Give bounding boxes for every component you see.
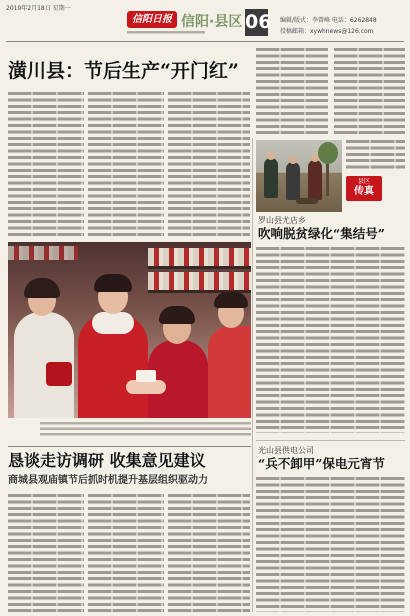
email-line: 投稿邮箱：xywhnews@126.com (280, 28, 374, 35)
photo-worker (264, 158, 278, 198)
badge-main-label: 传真 (354, 186, 374, 197)
luoshan-kicker: 罗山县尤店乡 (258, 216, 306, 225)
shangcheng-article-column-1 (8, 494, 84, 612)
logo-slogan (127, 31, 205, 34)
main-article-column-1 (8, 92, 84, 238)
shangcheng-headline: 恳谈走访调研 收集意见建议 (8, 451, 206, 470)
photo-person-red-jacket (208, 326, 251, 418)
main-article-column-5 (334, 48, 405, 136)
photo-shelf-row (8, 246, 78, 260)
photo-hair (159, 306, 195, 324)
guangshan-headline: “兵不卸甲”保电元宵节 (258, 456, 385, 471)
photo-worker (286, 162, 300, 200)
newspaper-logo: 信阳日报 (127, 11, 177, 28)
photo-hair (214, 292, 248, 308)
editor-line: 编辑/版式：李曾峰 电话：6262848 (280, 17, 377, 24)
side-photo (256, 140, 342, 212)
luoshan-headline: 吹响脱贫绿化“集结号” (258, 226, 385, 241)
photo-shelf-row (148, 248, 251, 266)
photo-face (289, 156, 297, 164)
guangshan-kicker: 光山县供电公司 (258, 446, 314, 455)
photo-face (267, 152, 275, 160)
photo-product (136, 370, 156, 382)
bottom-article-rule (8, 446, 251, 447)
section-badge (346, 176, 382, 201)
main-photo-caption (40, 422, 251, 439)
shangcheng-subheadline: 商城县观庙镇节后抓时机提升基层组织驱动力 (8, 475, 208, 486)
issue-date: 2019年2月18日 星期一 (6, 5, 71, 12)
photo-hair (24, 278, 60, 298)
photo-white-scarf (92, 312, 134, 334)
photo-soil-mound (296, 198, 318, 204)
photo-shelf-bar (148, 266, 251, 269)
shangcheng-article-column-2 (88, 494, 164, 612)
photo-hair (94, 274, 132, 292)
section-title: 信阳·县区 (181, 14, 243, 30)
main-article-column-3 (168, 92, 250, 238)
main-article-column-2 (88, 92, 164, 238)
header-rule (6, 41, 404, 42)
main-photo (8, 242, 251, 418)
guangshan-article-body (256, 477, 405, 612)
photo-shelf-row (148, 272, 251, 290)
badge-top-label: 县区 (357, 178, 370, 185)
column-divider (252, 138, 253, 612)
photo-hands (126, 380, 166, 394)
photo-sapling-leaves (318, 142, 338, 164)
luoshan-article-body (256, 247, 405, 433)
photo-worker (308, 160, 322, 200)
main-article-column-4 (256, 48, 328, 136)
photo-person-red-jacket (148, 340, 208, 418)
shangcheng-article-column-3 (168, 494, 250, 612)
page-number: 06 (245, 9, 268, 36)
side-text-fragment (346, 140, 405, 172)
side-article-rule (256, 440, 405, 441)
main-headline: 潢川县：节后生产“开门红” (8, 60, 239, 82)
photo-red-bag (46, 362, 72, 386)
